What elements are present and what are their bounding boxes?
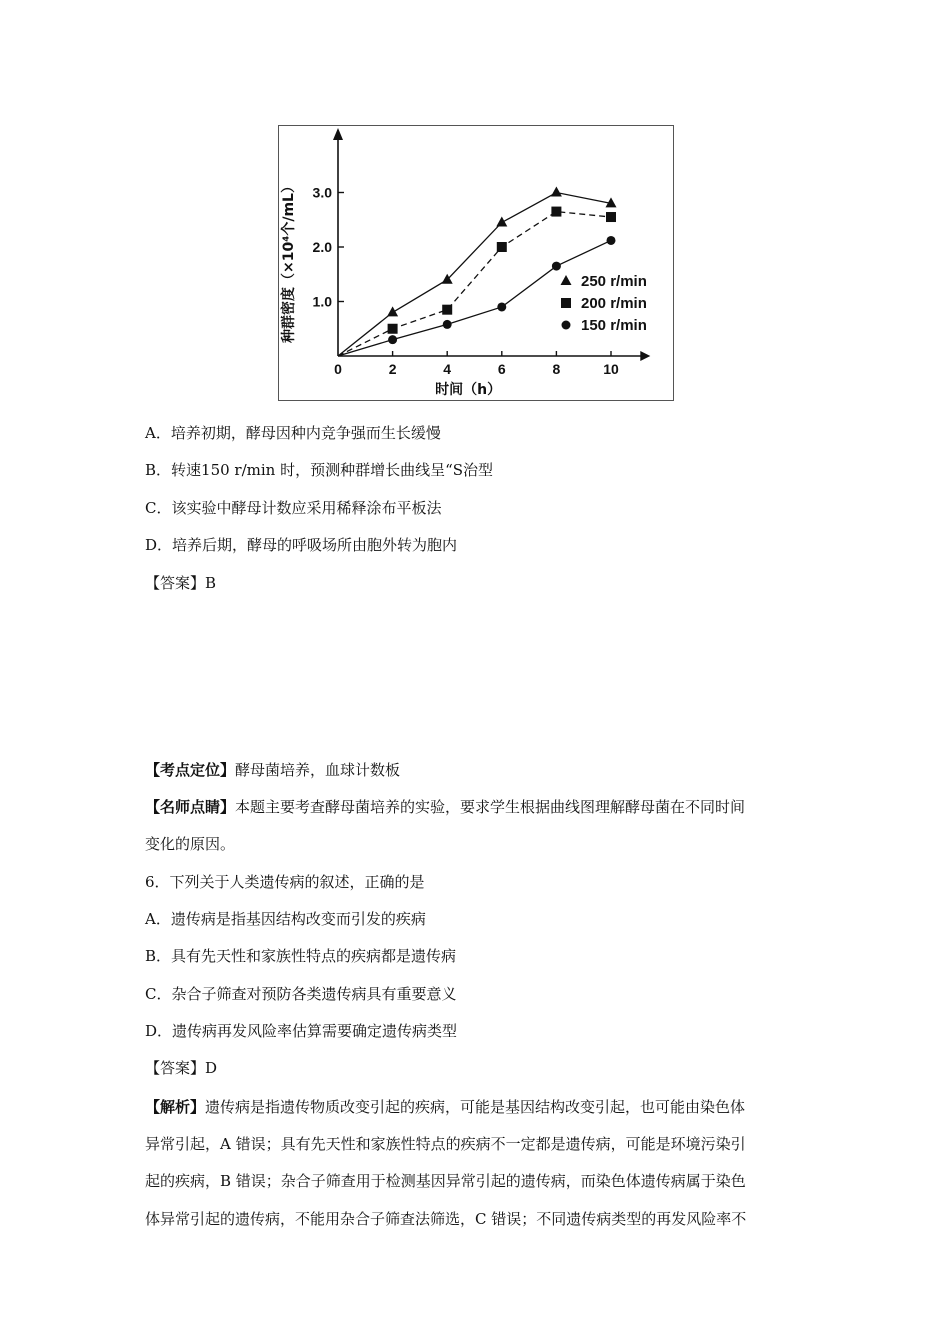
x-tick-label: 8 xyxy=(552,361,561,377)
q6-explanation-line-3: 起的疾病，B 错误；杂合子筛查用于检测基因异常引起的遗传病，而染色体遗传病属于染色 xyxy=(145,1172,746,1190)
q5-option-c: C．该实验中酵母计数应采用稀释涂布平板法 xyxy=(145,499,442,517)
teacher-tips-text: 本题主要考查酵母菌培养的实验，要求学生根据曲线图理解酵母菌在不同时间 xyxy=(235,798,746,816)
growth-chart-figure xyxy=(278,125,674,401)
x-tick-label: 4 xyxy=(443,361,452,377)
series-2-point xyxy=(443,320,452,329)
series-line-0 xyxy=(338,193,611,357)
legend-label-2: 150 r/min xyxy=(581,317,647,334)
y-axis-title: 种群密度（×10⁴个/mL） xyxy=(281,179,297,343)
explanation-label: 【解析】 xyxy=(145,1098,206,1116)
series-1-point xyxy=(388,324,398,334)
legend-marker-2 xyxy=(562,321,571,330)
legend-label-1: 200 r/min xyxy=(581,295,647,312)
q6-option-c: C．杂合子筛查对预防各类遗传病具有重要意义 xyxy=(145,985,457,1003)
q5-teacher-tips-cont: 变化的原因。 xyxy=(145,835,236,853)
y-axis-arrow xyxy=(333,128,343,140)
q6-option-b: B．具有先天性和家族性特点的疾病都是遗传病 xyxy=(145,947,457,965)
q6-option-a: A．遗传病是指基因结构改变而引发的疾病 xyxy=(145,910,426,928)
series-1-point xyxy=(551,207,561,217)
series-0-point xyxy=(387,306,398,316)
q6-explanation-line-2: 异常引起，A 错误；具有先天性和家族性特点的疾病不一定都是遗传病，可能是环境污染引 xyxy=(145,1135,746,1153)
q5-answer-value: B xyxy=(205,574,217,592)
q5-answer-label: 【答案】 xyxy=(145,574,206,592)
q5-answer xyxy=(145,573,216,593)
knowledge-point-text: 酵母菌培养，血球计数板 xyxy=(235,761,401,779)
x-tick-label: 10 xyxy=(603,361,619,377)
q5-option-d: D．培养后期，酵母的呼吸场所由胞外转为胞内 xyxy=(145,536,458,554)
q6-answer-label: 【答案】 xyxy=(145,1059,206,1077)
y-tick-label: 1.0 xyxy=(312,293,332,310)
q5-teacher-tips xyxy=(145,797,745,817)
knowledge-point-label: 【考点定位】 xyxy=(145,761,236,779)
q6-answer-value: D xyxy=(205,1059,218,1077)
series-1-point xyxy=(497,242,507,252)
growth-chart xyxy=(279,126,673,400)
legend-marker-0 xyxy=(561,275,572,285)
series-1-point xyxy=(606,212,616,222)
x-tick-label: 0 xyxy=(334,361,342,377)
series-2-point xyxy=(607,236,616,245)
q5-option-b: B．转速150 r/min 时，预测种群增长曲线呈“S治型 xyxy=(145,461,494,479)
legend-label-0: 250 r/min xyxy=(581,273,647,290)
y-tick-label: 2.0 xyxy=(312,239,332,255)
explanation-text: 遗传病是指遗传物质改变引起的疾病，可能是基因结构改变引起，也可能由染色体 xyxy=(205,1098,746,1116)
q5-knowledge-point xyxy=(145,760,400,780)
x-tick-label: 2 xyxy=(388,361,397,377)
series-2-point xyxy=(552,262,561,271)
series-2-point xyxy=(497,302,506,311)
x-tick-label: 6 xyxy=(497,361,506,377)
series-2-point xyxy=(388,335,397,344)
x-axis-title: 时间（h） xyxy=(435,382,502,398)
series-1-point xyxy=(442,305,452,315)
q6-answer xyxy=(145,1058,217,1078)
q6-option-d: D．遗传病再发风险率估算需要确定遗传病类型 xyxy=(145,1022,458,1040)
teacher-tips-label: 【名师点睛】 xyxy=(145,798,236,816)
q6-question: 6．下列关于人类遗传病的叙述，正确的是 xyxy=(145,873,425,891)
series-0-point xyxy=(496,216,507,226)
q6-explanation-line-1 xyxy=(145,1097,745,1117)
y-tick-label: 3.0 xyxy=(312,184,332,201)
series-0-point xyxy=(551,187,562,197)
legend-marker-1 xyxy=(561,298,571,308)
q6-explanation-line-4: 体异常引起的遗传病，不能用杂合子筛查法筛选，C 错误；不同遗传病类型的再发风险率不 xyxy=(145,1210,747,1228)
q5-option-a: A．培养初期，酵母因种内竞争强而生长缓慢 xyxy=(145,424,441,442)
x-axis-arrow xyxy=(640,351,650,361)
